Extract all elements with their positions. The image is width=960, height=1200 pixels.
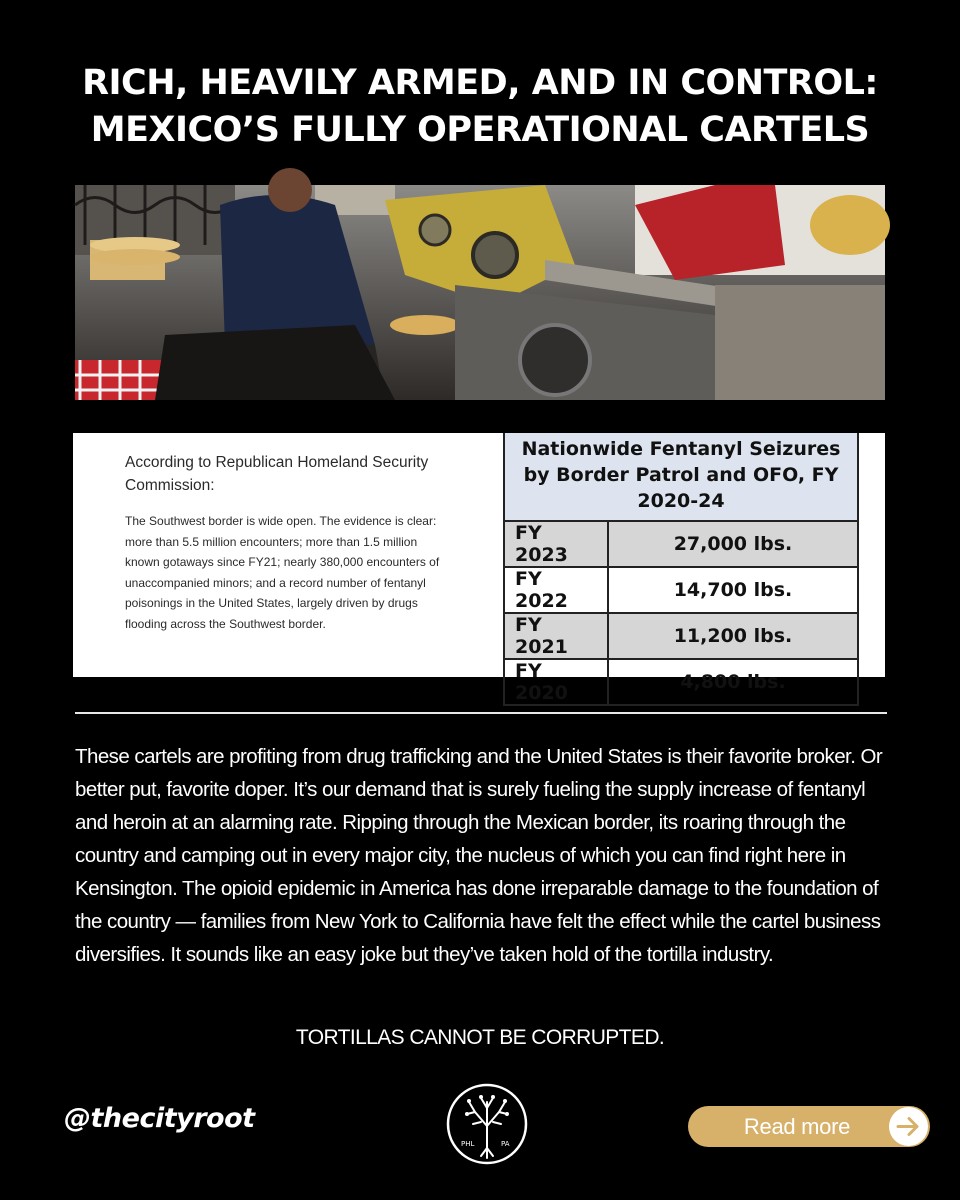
row-amount: 27,000 lbs. [608,521,858,567]
quote-intro: According to Republican Homeland Security Commission: [125,454,429,494]
headline-line-2: MEXICO’S FULLY OPERATIONAL CARTELS [90,110,870,150]
headline-line-1: RICH, HEAVILY ARMED, AND IN CONTROL: [82,63,878,103]
logo-left-text: PHL [461,1140,475,1148]
headline [0,60,960,154]
table-row [504,567,858,613]
logo-right-text: PA [501,1140,510,1148]
social-handle[interactable]: @thecityroot [64,1103,255,1134]
table-row [504,521,858,567]
row-year: FY 2021 [504,613,608,659]
table-row [504,659,858,705]
read-more-button[interactable] [688,1106,930,1147]
quote-body: The Southwest border is wide open. The evidence is clear: more than 5.5 million encounters; more than 1.5 million known gotaways since FY21; nearly 380,000 encounters of unaccompanied minors; and a record number of fentanyl poisonings in the United States, largely driven by drugs flooding across the Southwest border. [125,514,440,631]
commission-quote [125,451,455,634]
table-row [504,613,858,659]
row-year: FY 2020 [504,659,608,705]
row-amount: 11,200 lbs. [608,613,858,659]
tree-logo-icon [445,1082,529,1166]
section-divider [75,712,887,714]
tagline: TORTILLAS CANNOT BE CORRUPTED. [295,1026,665,1049]
tortilla-factory-photo [75,185,885,400]
row-year: FY 2022 [504,567,608,613]
read-more-label: Read more [743,1114,851,1139]
row-amount: 14,700 lbs. [608,567,858,613]
row-year: FY 2023 [504,521,608,567]
fentanyl-seizures-table [503,433,859,706]
article-body: These cartels are profiting from drug trafficking and the United States is their favorite broker. Or better put, favorite doper. It’s our demand that is surely fueling the supply increase of fentanyl and heroin at an alarming rate. Ripping through the Mexican border, its roaring through the country and camping out in every major city, the nucleus of which you can find right here in Kensington. The opioid epidemic in America has done irreparable damage to the foundation of the country — families from New York to California have felt the effect while the cartel business diversifies. It sounds like an easy joke but they’ve taken hold of the tortilla industry. [75,745,883,966]
row-amount: 4,800 lbs. [608,659,858,705]
info-panel [73,433,885,704]
arrow-right-icon[interactable] [889,1107,928,1146]
table-title: Nationwide Fentanyl Seizures by Border Patrol and OFO, FY 2020-24 [504,433,858,521]
